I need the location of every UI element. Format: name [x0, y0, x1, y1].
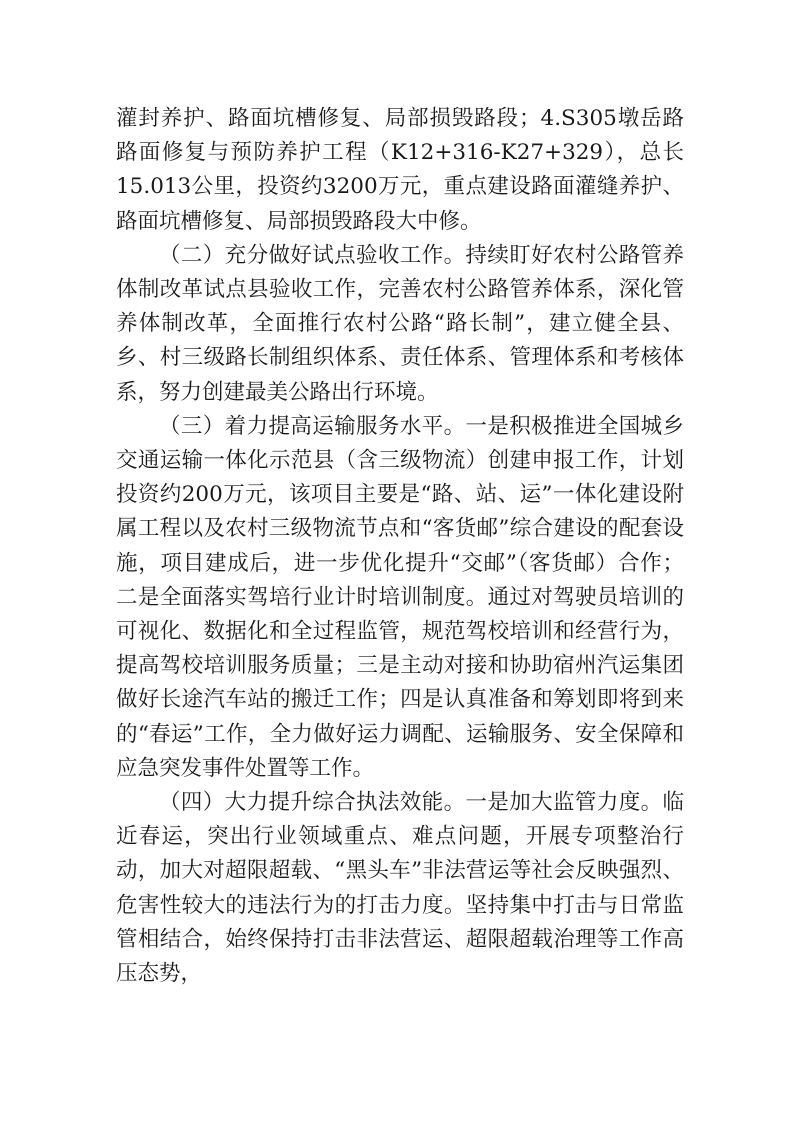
- paragraph-law-enforcement: （四）大力提升综合执法效能。一是加大监管力度。临近春运，突出行业领域重点、难点问题，开展专项整治行动，加大对超限超载、“黑头车”非法营运等社会反映强烈、危害性较大的违法行为的打击力度。坚持集中打击与日常监管相结合，始终保持打击非法营运、超限超载治理等工作高压态势，: [116, 790, 684, 987]
- paragraph-continuation: 灌封养护、路面坑槽修复、局部损毁路段；4.S305墩岳路路面修复与预防养护工程（K12+316-K27+329），总长15.013公里，投资约3200万元，重点建设路面灌缝养护、路面坑槽修复、局部损毁路段大中修。: [116, 106, 684, 234]
- paragraph-pilot-acceptance: （二）充分做好试点验收工作。持续盯好农村公路管养体制改革试点县验收工作，完善农村公路管养体系，深化管养体制改革，全面推行农村公路“路长制”，建立健全县、乡、村三级路长制组织体系、责任体系、管理体系和考核体系，努力创建最美公路出行环境。: [116, 242, 684, 405]
- document-body: [116, 102, 684, 991]
- paragraph-transport-service: （三）着力提高运输服务水平。一是积极推进全国城乡交通运输一体化示范县（含三级物流）创建申报工作，计划投资约200万元，该项目主要是“路、站、运”一体化建设附属工程以及农村三级物流节点和“客货邮”综合建设的配套设施，项目建成后，进一步优化提升“交邮”（客货邮）合作；二是全面落实驾培行业计时培训制度。通过对驾驶员培训的可视化、数据化和全过程监管，规范驾校培训和经营行为，提高驾校培训服务质量；三是主动对接和协助宿州汽运集团做好长途汽车站的搬迁工作；四是认真准备和筹划即将到来的“春运”工作，全力做好运力调配、运输服务、安全保障和应急突发事件处置等工作。: [116, 413, 684, 781]
